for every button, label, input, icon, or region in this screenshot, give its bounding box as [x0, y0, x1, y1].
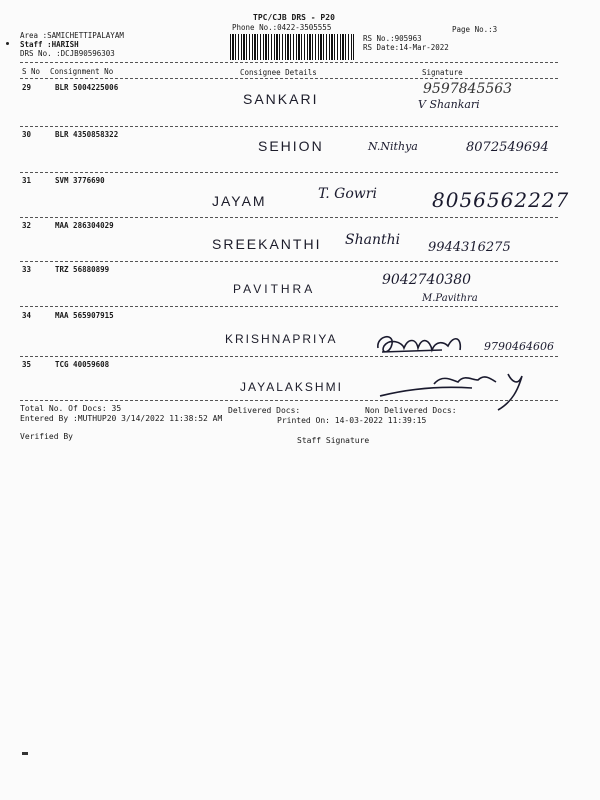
rs-number: RS No.:905963 — [363, 34, 422, 43]
consignee-name: SANKARI — [243, 91, 319, 107]
row-sno: 30 — [22, 130, 32, 139]
consignee-phone: 9790464606 — [484, 340, 554, 353]
row-sno: 35 — [22, 360, 32, 369]
column-sno: S No — [22, 67, 41, 76]
row-divider — [20, 261, 558, 262]
staff-label: Staff :HARISH — [20, 40, 79, 49]
non-delivered-docs: Non Delivered Docs: — [365, 406, 457, 415]
total-docs: Total No. Of Docs: 35 — [20, 404, 122, 413]
receiver-signature: Shanthi — [345, 232, 401, 248]
page-number: Page No.:3 — [452, 25, 498, 34]
consignee-phone: 9944316275 — [428, 240, 511, 255]
row-divider — [20, 400, 558, 401]
consignee-name: KRISHNAPRIYA — [225, 332, 338, 346]
row-consignment: BLR 5004225006 — [55, 83, 119, 92]
consignee-name: SEHION — [258, 138, 324, 154]
rs-date: RS Date:14-Mar-2022 — [363, 43, 449, 52]
drs-number: DRS No. :DCJB90596303 — [20, 49, 115, 58]
row-consignment: MAA 565907915 — [55, 311, 114, 320]
staff-signature: Staff Signature — [297, 436, 370, 445]
scan-speck — [22, 752, 28, 755]
row-divider — [20, 126, 558, 127]
column-divider — [20, 78, 558, 79]
column-consignment: Consignment No — [50, 67, 114, 76]
row-consignment: SVM 3776690 — [55, 176, 105, 185]
row-divider — [20, 356, 558, 357]
row-divider — [20, 306, 558, 307]
consignee-phone: 9042740380 — [382, 272, 472, 288]
row-sno: 32 — [22, 221, 32, 230]
row-sno: 33 — [22, 265, 32, 274]
row-divider — [20, 217, 558, 218]
printed-on: Printed On: 14-03-2022 11:39:15 — [277, 416, 427, 425]
consignee-phone: 8056562227 — [432, 188, 570, 212]
consignee-name: JAYAM — [212, 193, 267, 209]
consignee-phone: 9597845563 — [423, 81, 513, 97]
receiver-signature: M.Pavithra — [422, 293, 478, 304]
consignee-name: PAVITHRA — [233, 282, 316, 296]
row-sno: 31 — [22, 176, 32, 185]
header-divider — [20, 62, 558, 63]
receiver-signature: N.Nithya — [368, 140, 418, 153]
consignee-name: JAYALAKSHMI — [240, 380, 343, 394]
row-consignment: TCG 40059608 — [55, 360, 110, 369]
row-consignment: TRZ 56880899 — [55, 265, 110, 274]
scan-speck — [6, 42, 9, 45]
row-consignment: BLR 4350858322 — [55, 130, 119, 139]
entered-by: Entered By :MUTHUP20 3/14/2022 11:38:52 AM — [20, 414, 223, 423]
receiver-signature: T. Gowri — [318, 186, 377, 202]
verified-by: Verified By — [20, 432, 73, 441]
column-consignee: Consignee Details — [240, 68, 317, 77]
row-divider — [20, 172, 558, 173]
barcode — [230, 34, 354, 60]
receiver-signature: V Shankari — [418, 98, 480, 111]
document-title: TPC/CJB DRS - P20 — [253, 13, 335, 22]
row-consignment: MAA 286304029 — [55, 221, 114, 230]
consignee-name: SREEKANTHI — [212, 236, 322, 252]
column-signature: Signature — [422, 68, 463, 77]
area-label: Area :SAMICHETTIPALAYAM — [20, 31, 124, 40]
consignee-phone: 8072549694 — [466, 140, 549, 155]
row-sno: 29 — [22, 83, 32, 92]
phone-number: Phone No.:0422-3505555 — [232, 23, 332, 32]
row-sno: 34 — [22, 311, 32, 320]
delivered-docs: Delivered Docs: — [228, 406, 301, 415]
